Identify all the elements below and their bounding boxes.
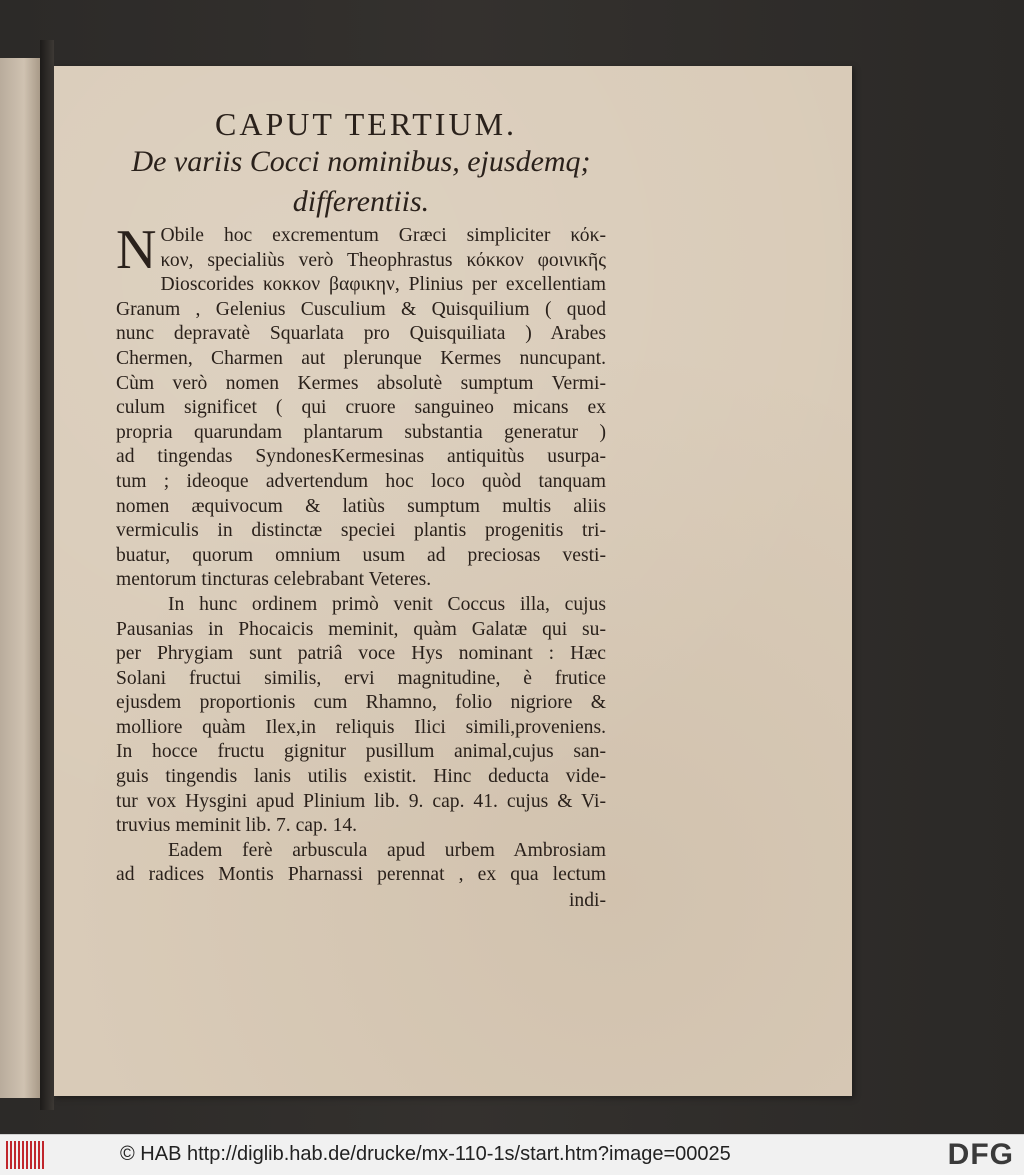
copyright-url[interactable]: © HAB http://diglib.hab.de/drucke/mx-110-1s/start.htm?image=00025	[120, 1143, 731, 1165]
text-line: ad radices Montis Pharnassi perennat , ex qua lectum	[116, 864, 606, 886]
text-line: vermiculis in distinctæ speciei plantis progenitis tri-	[116, 520, 606, 542]
chapter-subtitle-line1: De variis Cocci nominibus, ejusdemq;	[131, 145, 591, 178]
text-line: nunc depravatè Squarlata pro Quisquiliata ) Arabes	[116, 323, 606, 345]
text-line: ad tingendas SyndonesKermesinas antiquitùs usurpa-	[116, 446, 606, 468]
paragraph-2	[116, 593, 606, 839]
text-line: mentorum tincturas celebrabant Veteres.	[116, 569, 432, 591]
book-page	[54, 66, 852, 1096]
text-line: tur vox Hysgini apud Plinium lib. 9. cap. 41. cujus & Vi-	[116, 790, 606, 812]
text-line: Cùm verò nomen Kermes absolutè sumptum Vermi-	[116, 372, 606, 394]
text-line: Granum , Gelenius Cusculium & Quisquilium ( quod	[116, 298, 606, 320]
dfg-logo: DFG	[947, 1138, 1014, 1171]
barcode-icon	[6, 1141, 46, 1169]
book-gutter	[40, 40, 54, 1110]
text-line: Solani fructui similis, ervi magnitudine, è frutice	[116, 667, 606, 689]
text-line: molliore quàm Ilex,in reliquis Ilici simili,proveniens.	[116, 716, 606, 738]
text-line: In hocce fructu gignitur pusillum animal,cujus san-	[116, 741, 606, 763]
text-line: κον, specialiùs verò Theophrastus κόκκον φοινικῆς	[160, 249, 606, 271]
text-line: culum significet ( qui cruore sanguineo micans ex	[116, 397, 606, 419]
text-line: Eadem ferè arbuscula apud urbem Ambrosiam	[168, 839, 606, 861]
text-line: Pausanias in Phocaicis meminit, quàm Galatæ qui su-	[116, 618, 606, 640]
text-line: truvius meminit lib. 7. cap. 14.	[116, 815, 358, 837]
facing-page-edge	[0, 58, 40, 1098]
text-line: Dioscorides κοκκον βαφικην, Plinius per excellentiam	[160, 274, 606, 296]
chapter-subtitle-line2: differentiis.	[292, 185, 430, 218]
text-line: In hunc ordinem primò venit Coccus illa, cujus	[168, 593, 606, 615]
text-line: tum ; ideoque advertendum hoc loco quòd tanquam	[116, 470, 606, 492]
chapter-heading: CAPUT TERTIUM.	[214, 106, 518, 142]
paragraph-1	[116, 219, 606, 593]
text-line: nomen æquivocum & latiùs sumptum multis aliis	[116, 495, 606, 517]
text-line: Chermen, Charmen aut plerunque Kermes nuncupant.	[116, 347, 606, 369]
catchword: indi-	[568, 890, 606, 912]
text-line: per Phrygiam sunt patriâ voce Hys nominant : Hæc	[116, 643, 606, 665]
text-line: propria quarundam plantarum substantia generatur )	[116, 421, 606, 443]
text-line: buatur, quorum omnium usum ad preciosas vesti-	[116, 544, 606, 566]
text-line: guis tingendis lanis utilis existit. Hinc deducta vide-	[116, 766, 606, 788]
page-text-block	[116, 106, 606, 914]
text-line: ejusdem proportionis cum Rhamno, folio nigriore &	[116, 692, 606, 714]
paragraph-3	[116, 839, 606, 888]
footer-bar	[0, 1134, 1024, 1175]
drop-cap: N	[116, 219, 157, 281]
text-line: Obile hoc excrementum Græci simpliciter κόκ-	[160, 225, 606, 246]
